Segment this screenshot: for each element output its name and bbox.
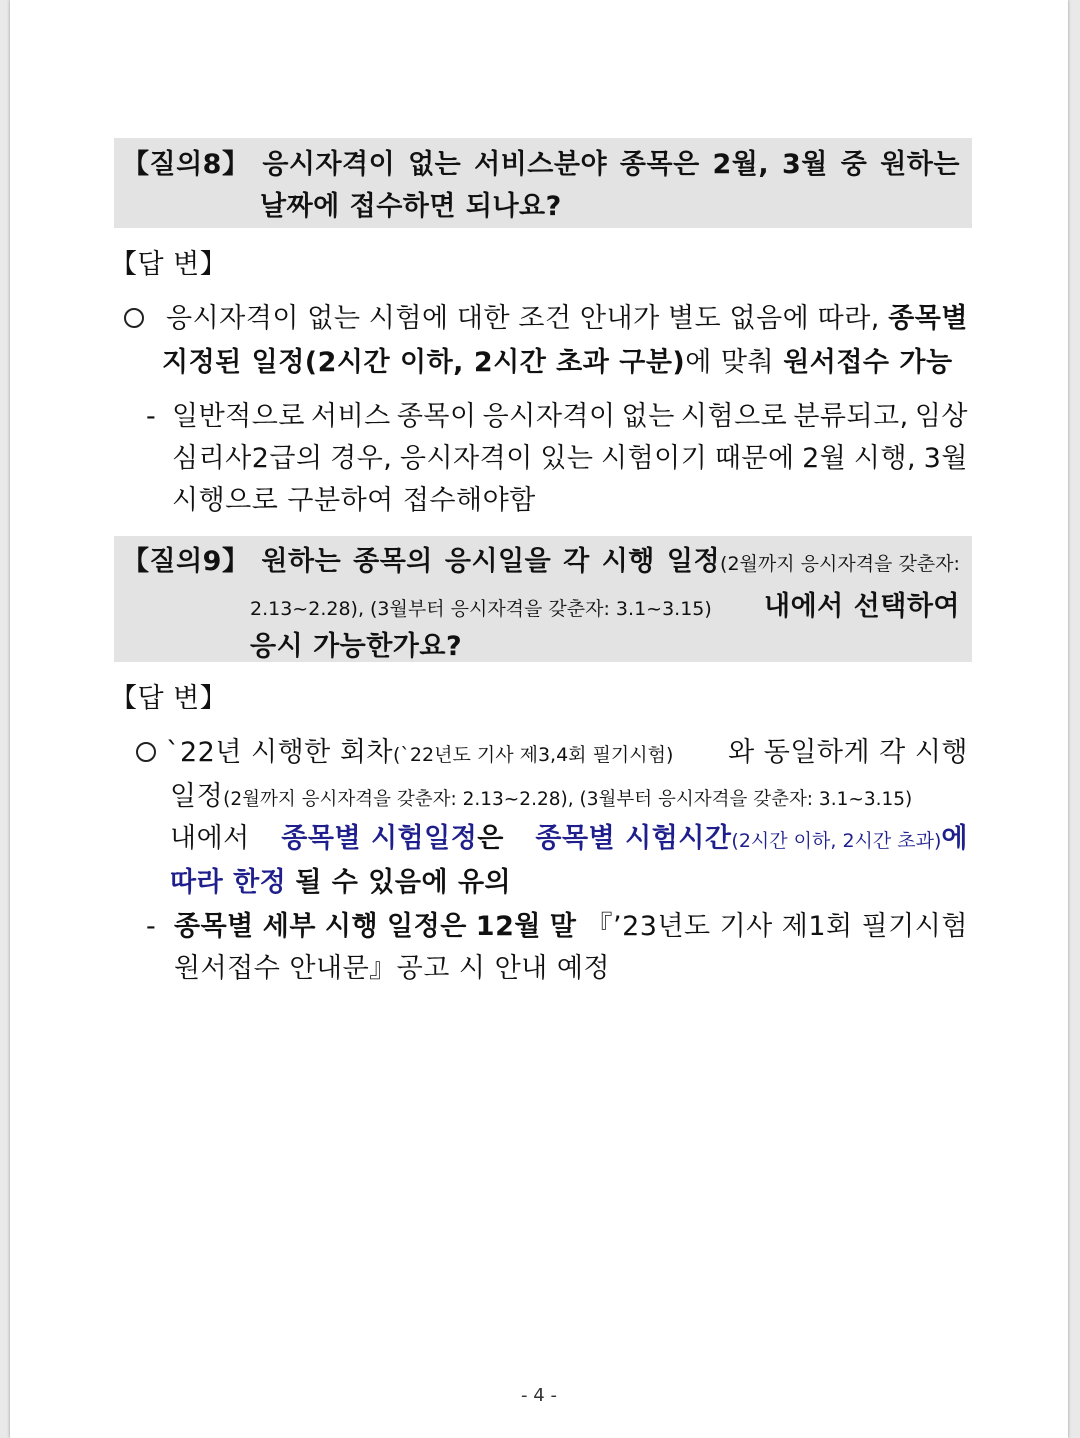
circle-bullet-icon <box>136 742 156 762</box>
answer-9-sub-dash: - <box>146 911 157 942</box>
document-page <box>10 0 1068 1438</box>
answer-8-line-2: 지정된 일정(2시간 이하, 2시간 초과 구분)에 맞춰 원서접수 가능 <box>162 347 953 378</box>
answer-8-sub-line-2: 심리사2급의 경우, 응시자격이 있는 시험이기 때문에 2월 시행, 3월 <box>172 443 968 474</box>
page-number: - 4 - <box>521 1385 557 1406</box>
answer-9-line-3: 내에서 종목별 시험일정은 종목별 시험시간(2시간 이하, 2시간 초과)에 <box>170 823 968 854</box>
answer-9-line-1: `22년 시행한 회차(`22년도 기사 제3,4회 필기시험) 와 동일하게 각 시행 <box>166 737 968 768</box>
question-8-label: 【질의8】 <box>122 149 250 180</box>
answer-9-line-2: 일정 (2월까지 응시자격을 갖춘자: 2.13~2.28), (3월부터 응시자격을 갖춘자: 3.1~3.15) <box>170 781 913 812</box>
question-8-line-2: 날짜에 접수하면 되나요? <box>260 191 562 222</box>
answer-8-sub-line-3: 시행으로 구분하여 접수해야함 <box>172 485 536 516</box>
question-9-label: 【질의9】 <box>122 546 250 577</box>
answer-9-sub-line-2: 원서접수 안내문』공고 시 안내 예정 <box>174 953 610 984</box>
answer-8-sub-dash: - <box>146 401 157 432</box>
answer-8-label: 【답 변】 <box>110 249 228 280</box>
answer-9-sub-line-1: 종목별 세부 시행 일정은 12월 말 『’23년도 기사 제1회 필기시험 <box>174 911 968 942</box>
answer-9-label: 【답 변】 <box>110 683 228 714</box>
question-9-line-1: 【질의9】 원하는 종목의 응시일을 각 시행 일정(2월까지 응시자격을 갖춘자: <box>122 545 960 581</box>
answer-9-line-4: 따라 한정 될 수 있음에 유의 <box>170 867 512 898</box>
question-9-line-3: 응시 가능한가요? <box>250 631 463 662</box>
answer-8-sub-line-1: 일반적으로 서비스 종목이 응시자격이 없는 시험으로 분류되고, 임상 <box>172 401 968 432</box>
circle-bullet-icon <box>124 308 144 328</box>
question-9-line-2: 2.13~2.28), (3월부터 응시자격을 갖춘자: 3.1~3.15) 내에서 선택하여 <box>250 591 960 622</box>
answer-8-line-1: 응시자격이 없는 시험에 대한 조건 안내가 별도 없음에 따라, 종목별 <box>166 303 968 334</box>
question-8-line-1: 【질의8】 응시자격이 없는 서비스분야 종목은 2월, 3월 중 원하는 <box>122 149 960 180</box>
